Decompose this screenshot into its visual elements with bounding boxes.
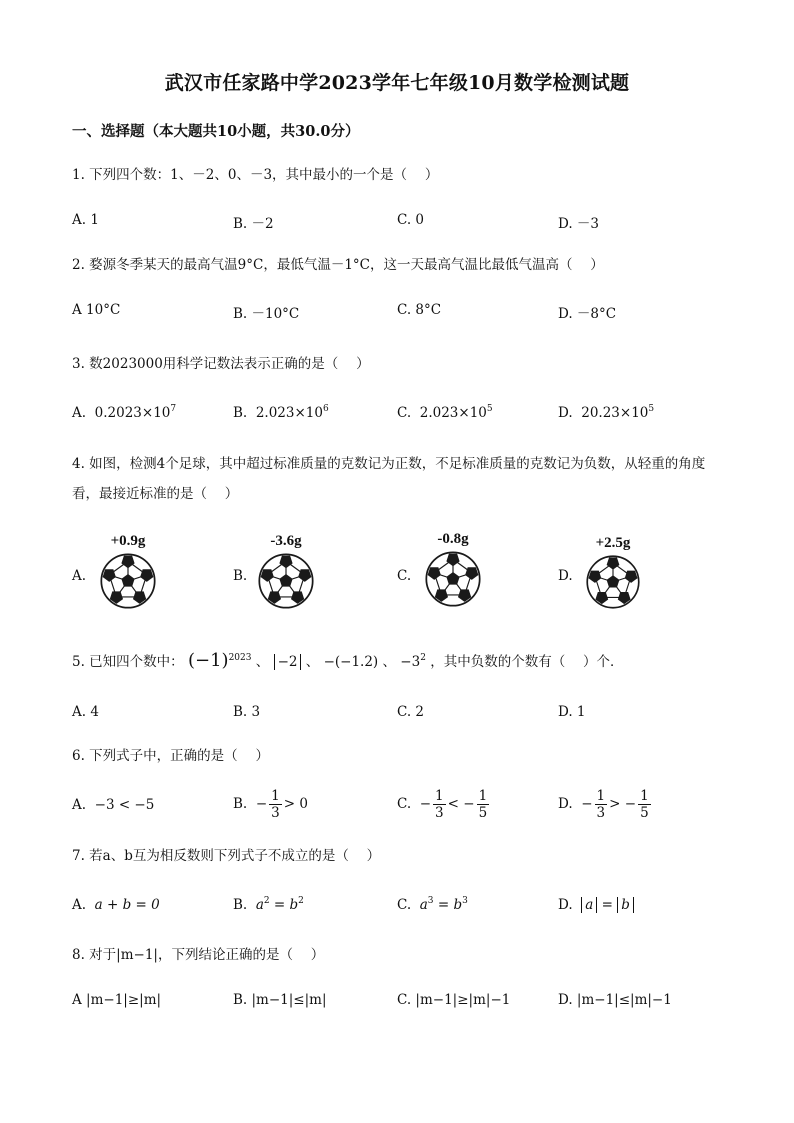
question-2-stem: 2. 婺源冬季某天的最高气温9°C，最低气温－1°C，这一天最高气温比最低气温高（ ） [72, 257, 604, 273]
q7-option-a[interactable] [72, 897, 160, 913]
option-letter: B. [233, 405, 248, 421]
soccer-ball-icon [257, 552, 315, 610]
q7-option-d[interactable] [558, 897, 634, 913]
abs-a: a [581, 897, 597, 913]
separator: 、 [382, 654, 396, 670]
exp: 3 [427, 896, 434, 906]
weight-label: -0.8g [437, 531, 469, 547]
expr-d-base: −3 [400, 654, 421, 670]
sci-base: 2.023×10 [255, 405, 323, 421]
expr-b-abs: −2 [274, 654, 302, 670]
option-letter: D. [558, 796, 573, 812]
question-4-stem: 4. 如图，检测4个足球，其中超过标准质量的克数记为正数，不足标准质量的克数记为负数，从轻重的角度看，最接近标准的是（ ） [72, 456, 706, 502]
var-a: a [255, 897, 264, 913]
weight-label: -3.6g [270, 533, 302, 549]
expr-a-base: (−1) [187, 650, 229, 671]
sci-base: 20.23×10 [581, 405, 649, 421]
abs-b: b [617, 897, 634, 913]
question-8-stem: 8. 对于|m−1|，下列结论正确的是（ ） [72, 947, 325, 963]
denominator: 3 [435, 805, 444, 821]
q5-option-a[interactable]: A. 4 [72, 704, 99, 720]
var-b: b [453, 897, 463, 913]
q4-option-b-letter[interactable]: B. [233, 568, 248, 584]
equals: = [433, 897, 454, 913]
var-b: b [289, 897, 299, 913]
sci-base: 0.2023×10 [94, 405, 171, 421]
expr-c: −(−1.2) [323, 654, 379, 670]
q6-option-c[interactable] [397, 788, 491, 821]
sci-exp: 6 [322, 404, 329, 414]
exp: 3 [462, 896, 468, 906]
numerator: 1 [478, 788, 488, 804]
section-heading: 一、选择题（本大题共10小题，共30.0分） [72, 123, 360, 140]
q6-option-a[interactable] [72, 797, 154, 813]
separator: 、 [305, 654, 320, 670]
option-letter: C. [397, 897, 412, 913]
sci-exp: 5 [486, 404, 493, 414]
q3-option-b[interactable] [233, 405, 329, 421]
option-letter: A. [72, 405, 87, 421]
denominator: 3 [596, 805, 606, 821]
comparison: < − [447, 796, 475, 812]
weight-label: +2.5g [595, 535, 631, 551]
equals: = [597, 897, 618, 913]
var-a: a [419, 897, 428, 913]
q2-option-a[interactable]: A 10°C [72, 302, 121, 318]
q7-option-b[interactable] [233, 897, 304, 913]
q1-option-d[interactable]: D. －3 [558, 216, 600, 232]
numerator: 1 [435, 788, 444, 804]
soccer-ball-icon [585, 554, 641, 610]
option-letter: B. [233, 897, 248, 913]
q5-option-b[interactable]: B. 3 [233, 704, 261, 720]
q2-option-d[interactable]: D. －8°C [558, 306, 617, 322]
sci-exp: 5 [648, 404, 655, 414]
comparison: > 0 [283, 796, 308, 812]
page-title: 武汉市任家路中学2023学年七年级10月数学检测试题 [164, 72, 630, 94]
q4-ball-a[interactable] [93, 533, 163, 610]
question-7-stem: 7. 若a、b互为相反数则下列式子不成立的是（ ） [72, 848, 381, 864]
question-6-stem: 6. 下列式子中，正确的是（ ） [72, 748, 269, 764]
numerator: 1 [640, 788, 649, 804]
option-letter: D. [558, 405, 573, 421]
numerator: 1 [271, 788, 280, 804]
option-letter: B. [233, 796, 248, 812]
fraction [595, 788, 608, 821]
q6-option-d[interactable] [558, 788, 653, 821]
fraction [477, 788, 490, 821]
sci-exp: 7 [170, 404, 177, 414]
q3-option-c[interactable] [397, 405, 493, 421]
minus-sign: − [581, 796, 593, 812]
exp: 2 [263, 896, 270, 906]
weight-label: +0.9g [110, 533, 146, 549]
q5-option-d[interactable]: D. 1 [558, 704, 586, 720]
denominator: 5 [640, 805, 649, 821]
equation: a + b = 0 [94, 897, 160, 913]
q4-ball-b[interactable] [251, 533, 321, 610]
expr-a-exp: 2023 [228, 653, 252, 663]
denominator: 5 [478, 805, 488, 821]
q8-option-c[interactable]: C. |m−1|≥|m|−1 [397, 992, 511, 1008]
option-letter: A. [72, 797, 87, 813]
q3-option-d[interactable] [558, 405, 654, 421]
comparison: > − [609, 796, 637, 812]
question-5-stem [72, 646, 624, 677]
q7-option-c[interactable] [397, 897, 468, 913]
option-letter: C. [397, 405, 412, 421]
fraction [269, 788, 282, 821]
fraction [638, 788, 651, 821]
fraction [433, 788, 446, 821]
q1-option-a[interactable]: A. 1 [72, 212, 99, 228]
inequality: −3 < −5 [94, 797, 155, 813]
option-letter: A. [72, 897, 87, 913]
soccer-ball-icon [424, 550, 482, 608]
q8-option-d[interactable]: D. |m−1|≤|m|−1 [558, 992, 672, 1008]
minus-sign: − [255, 796, 268, 812]
option-letter: D. [558, 897, 573, 913]
expr-d-exp: 2 [420, 653, 426, 663]
q6-option-b[interactable] [233, 788, 308, 821]
equals: = [269, 897, 290, 913]
question-1-stem: 1. 下列四个数：1、－2、0、－3，其中最小的一个是（ ） [72, 167, 439, 183]
stem-suffix: ，其中负数的个数有（ ）个． [430, 654, 624, 670]
soccer-ball-icon [99, 552, 157, 610]
stem-prefix: 5. 已知四个数中： [72, 654, 184, 670]
q4-ball-c[interactable] [418, 531, 488, 608]
q1-option-b[interactable]: B. －2 [233, 216, 274, 232]
q8-option-a[interactable]: A |m−1|≥|m| [72, 992, 162, 1008]
q4-option-d-letter[interactable]: D. [558, 568, 573, 584]
separator: 、 [255, 654, 270, 670]
q2-option-b[interactable]: B. －10°C [233, 306, 300, 322]
exp: 2 [298, 896, 304, 906]
q4-option-c-letter[interactable]: C. [397, 568, 412, 584]
q8-option-b[interactable]: B. |m−1|≤|m| [233, 992, 327, 1008]
q1-option-c[interactable]: C. 0 [397, 212, 425, 228]
numerator: 1 [596, 788, 606, 804]
q3-option-a[interactable] [72, 405, 176, 421]
q2-option-c[interactable]: C. 8°C [397, 302, 442, 318]
q4-option-a-letter[interactable]: A. [72, 568, 87, 584]
question-3-stem: 3. 数2023000用科学记数法表示正确的是（ ） [72, 356, 370, 372]
sci-base: 2.023×10 [419, 405, 487, 421]
q5-option-c[interactable]: C. 2 [397, 704, 425, 720]
minus-sign: − [419, 796, 432, 812]
option-letter: C. [397, 796, 412, 812]
denominator: 3 [271, 805, 280, 821]
q4-ball-d[interactable] [578, 535, 648, 610]
